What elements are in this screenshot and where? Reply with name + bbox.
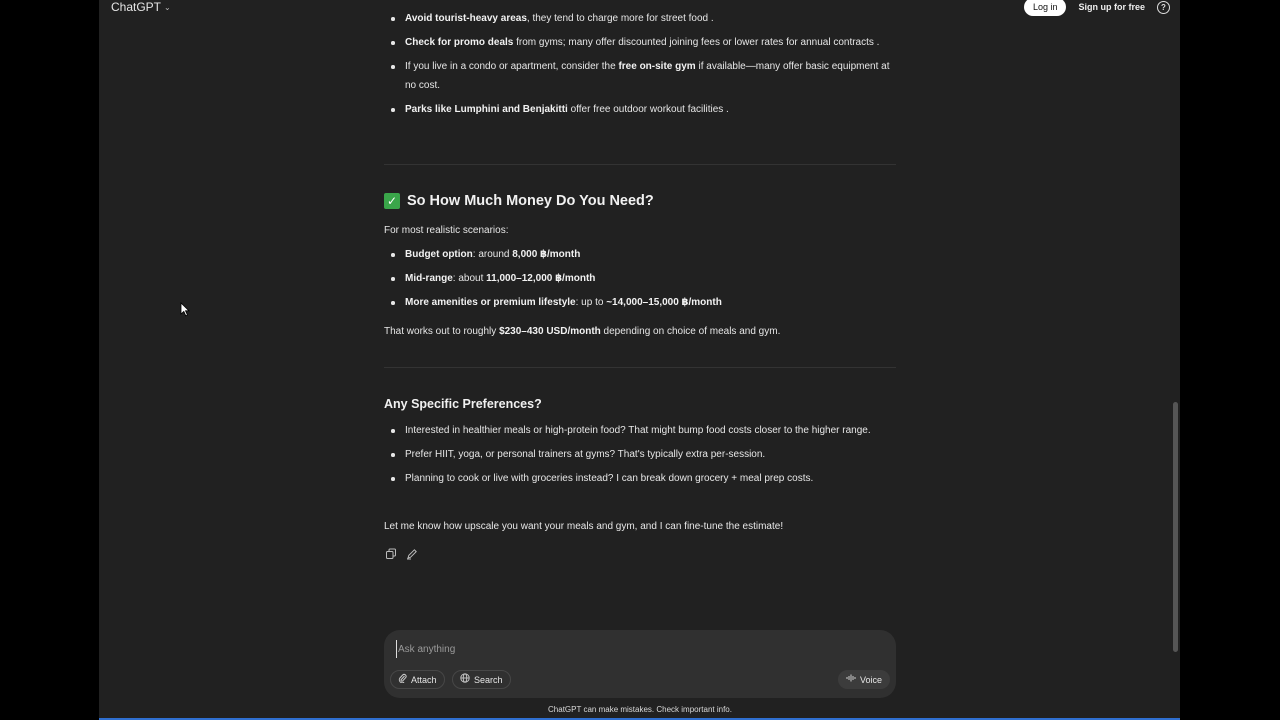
list-item: Prefer HIIT, yoga, or personal trainers at gyms? That's typically extra per-session. <box>384 445 896 464</box>
copy-icon[interactable] <box>385 548 397 560</box>
divider <box>384 164 896 165</box>
list-item: Interested in healthier meals or high-protein food? That might bump food costs closer to the higher range. <box>384 421 896 440</box>
message-actions <box>385 548 418 560</box>
scrollbar[interactable] <box>1170 0 1180 718</box>
paperclip-icon <box>398 673 407 686</box>
list-item: If you live in a condo or apartment, consider the free on-site gym if available—many offer basic equipment at no cost. <box>384 57 896 95</box>
attach-button[interactable]: Attach <box>390 670 445 689</box>
list-item: More amenities or premium lifestyle: up to ~14,000–15,000 ฿/month <box>384 293 896 312</box>
header-actions <box>1024 0 1170 16</box>
list-item: Avoid tourist-heavy areas, they tend to charge more for street food . <box>384 9 896 28</box>
edit-icon[interactable] <box>406 548 418 560</box>
waveform-icon <box>846 674 856 685</box>
composer <box>384 630 896 698</box>
message-input[interactable] <box>396 640 880 658</box>
divider <box>384 367 896 368</box>
disclaimer: ChatGPT can make mistakes. Check important info. <box>548 705 732 714</box>
preferences-list <box>384 421 896 488</box>
help-icon[interactable]: ? <box>1157 1 1170 14</box>
tips-section <box>384 9 896 124</box>
login-button[interactable]: Log in <box>1024 0 1067 16</box>
money-list <box>384 245 896 312</box>
chevron-down-icon: ⌄ <box>164 2 171 12</box>
tips-list <box>384 9 896 119</box>
preferences-section <box>384 421 896 493</box>
money-summary: That works out to roughly $230–430 USD/month depending on choice of meals and gym. <box>384 326 781 337</box>
closing-text: Let me know how upscale you want your meals and gym, and I can fine-tune the estimate! <box>384 521 784 532</box>
list-item: Parks like Lumphini and Benjakitti offer free outdoor workout facilities . <box>384 100 896 119</box>
globe-icon <box>460 673 470 686</box>
money-intro: For most realistic scenarios: <box>384 225 509 236</box>
search-button[interactable]: Search <box>452 670 511 689</box>
list-item: Planning to cook or live with groceries instead? I can break down grocery + meal prep costs. <box>384 469 896 488</box>
check-mark-icon: ✓ <box>384 193 400 209</box>
list-item: Check for promo deals from gyms; many offer discounted joining fees or lower rates for annual contracts . <box>384 33 896 52</box>
section-heading-preferences: Any Specific Preferences? <box>384 397 542 411</box>
money-options <box>384 245 896 317</box>
chat-window <box>99 0 1180 718</box>
mouse-cursor-icon <box>180 302 190 322</box>
list-item: Budget option: around 8,000 ฿/month <box>384 245 896 264</box>
list-item: Mid-range: about 11,000–12,000 ฿/month <box>384 269 896 288</box>
scrollbar-thumb[interactable] <box>1173 402 1178 652</box>
model-selector[interactable] <box>111 0 171 14</box>
section-heading-money: ✓ So How Much Money Do You Need? <box>384 193 654 209</box>
brand-label: ChatGPT <box>111 0 162 14</box>
voice-button[interactable]: Voice <box>838 670 890 689</box>
signup-button[interactable]: Sign up for free <box>1078 0 1145 16</box>
